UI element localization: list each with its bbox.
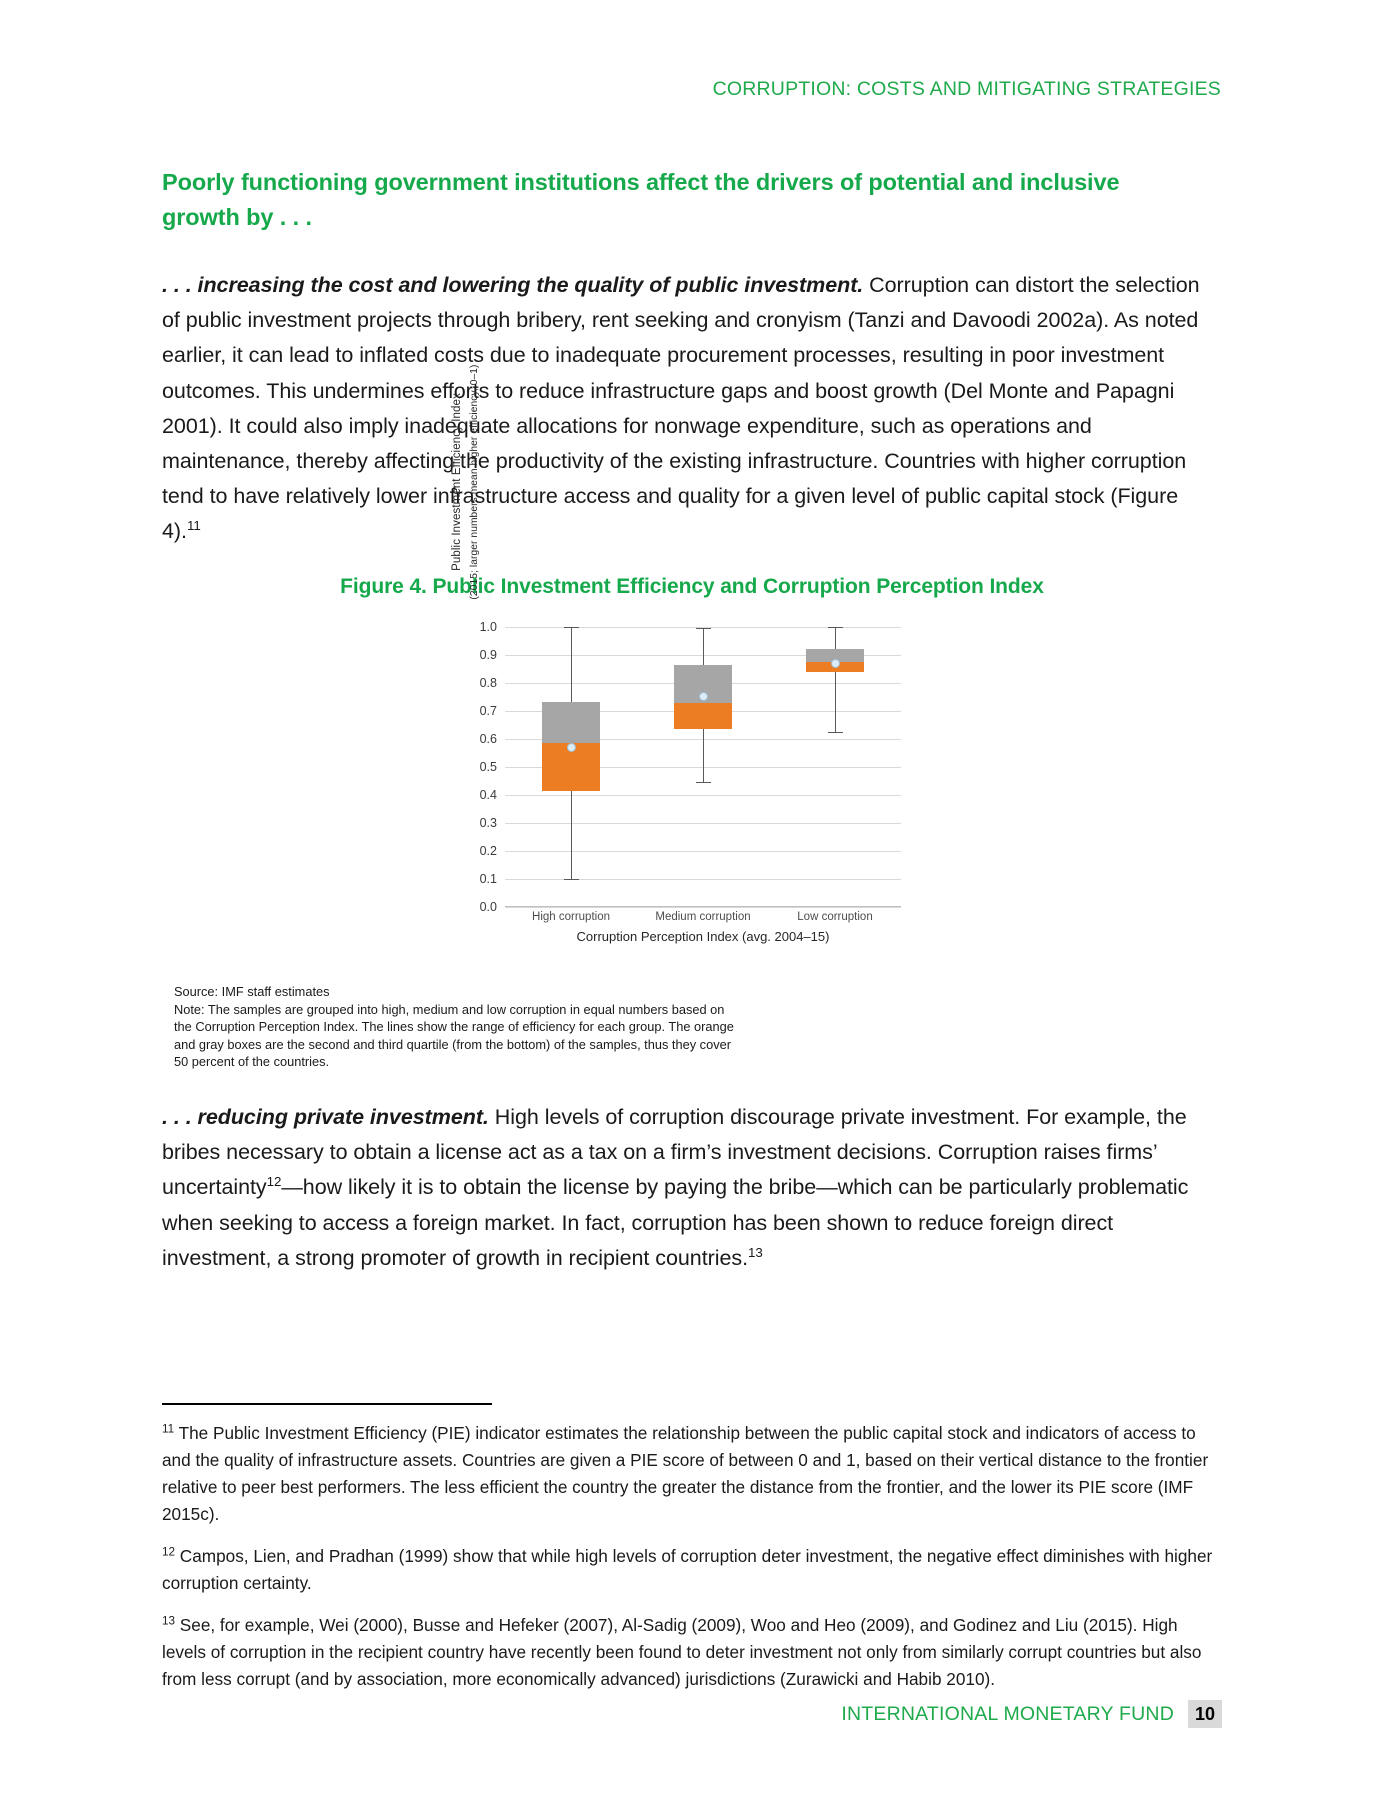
- y-axis-tick-label: 0.3: [479, 816, 497, 830]
- whisker-line: [835, 627, 836, 732]
- second-quartile-box: [674, 703, 732, 728]
- whisker-cap-min: [828, 732, 843, 733]
- footnote-separator: [162, 1403, 492, 1405]
- page-footer: [162, 1700, 1222, 1730]
- footnote-item: [162, 1420, 1222, 1528]
- third-quartile-box: [542, 702, 600, 743]
- y-axis-tick-label: 0.9: [479, 648, 497, 662]
- whisker-cap-min: [696, 782, 711, 783]
- y-axis-title-line1: Public Investment Efficiency Index: [451, 393, 463, 571]
- mean-marker-dot: [699, 692, 708, 701]
- mean-marker-dot: [567, 743, 576, 752]
- footnote-marker: 12: [162, 1545, 176, 1559]
- footnote-marker: 11: [162, 1422, 175, 1436]
- y-axis-tick-label: 0.0: [479, 900, 497, 914]
- footer-organization: INTERNATIONAL MONETARY FUND: [841, 1703, 1174, 1725]
- y-axis-tick-label: 0.6: [479, 732, 497, 746]
- footnote-text: The Public Investment Efficiency (PIE) indicator estimates the relationship between the public capital stock and indicators of access to and the quality of infrastructure assets. Countries are given a PIE score of between 0 and 1, based on their vertical distance to the frontier relative to peer best performers. The less efficient the country the greater the distance from the frontier, and the lower its PIE score (IMF 2015c).: [162, 1423, 1209, 1524]
- paragraph-public-investment: [162, 268, 1222, 550]
- gridline: [505, 795, 901, 796]
- paragraph-lead-in: . . . increasing the cost and lowering the quality of public investment.: [162, 273, 864, 297]
- paragraph-private-investment: [162, 1100, 1222, 1276]
- running-head: CORRUPTION: COSTS AND MITIGATING STRATEGIES: [712, 78, 1221, 100]
- figure-title: Figure 4. Public Investment Efficiency and Corruption Perception Index: [340, 575, 1044, 598]
- mean-marker-dot: [831, 659, 840, 668]
- footnote-ref-12[interactable]: 12: [266, 1174, 282, 1190]
- y-axis-tick-label: 0.8: [479, 676, 497, 690]
- figure-note: Note: The samples are grouped into high, medium and low corruption in equal numbers based on the Corruption Perception Index. The lines show the range of efficiency for each group. The orange and gray boxes are the second and third quartile (from the bottom) of the samples, thus they cover 50 percent of the countries.: [174, 1001, 734, 1069]
- y-axis-tick-label: 0.5: [479, 760, 497, 774]
- whisker-cap-min: [564, 879, 579, 880]
- page-number: 10: [1188, 1700, 1222, 1728]
- footnote-text: Campos, Lien, and Pradhan (1999) show that while high levels of corruption deter investment, the negative effect diminishes with higher corruption certainty.: [162, 1546, 1213, 1593]
- y-axis-tick-label: 0.4: [479, 788, 497, 802]
- figure-notes: [174, 983, 734, 1071]
- gridline: [505, 907, 901, 908]
- footnote-list: [162, 1420, 1222, 1708]
- footnote-item: [162, 1612, 1222, 1693]
- gridline: [505, 823, 901, 824]
- footnote-item: [162, 1543, 1222, 1597]
- x-axis-tick-label: High corruption: [532, 911, 610, 923]
- y-axis-tick-label: 0.1: [479, 872, 497, 886]
- y-axis-title-line2: (2015; larger numbers mean higher efficiency, 0–1): [469, 364, 480, 600]
- paragraph-body-text-2b: —how likely it is to obtain the license by paying the bribe—which can be particularly problematic when seeking to access a foreign market. In fact, corruption has been shown to reduce foreign direct investment, a strong promoter of growth in recipient countries.: [162, 1175, 1189, 1270]
- whisker-cap-max: [828, 627, 843, 628]
- whisker-cap-max: [696, 628, 711, 629]
- y-axis-tick-label: 1.0: [479, 620, 497, 634]
- gridline: [505, 851, 901, 852]
- footnote-ref-13[interactable]: 13: [748, 1244, 763, 1260]
- x-axis-tick-labels: [505, 911, 901, 929]
- paragraph-body-text-2a: High levels of corruption discourage private investment. For example, the bribes necessary to obtain a license act as a tax on a firm’s investment decisions. Corruption raises firms’ uncertainty: [162, 1105, 1187, 1200]
- section-heading: Poorly functioning government institutions affect the drivers of potential and inclusive growth by . . .: [162, 169, 1120, 230]
- footnote-marker: 13: [162, 1614, 176, 1628]
- y-axis-title-sub: [469, 337, 493, 627]
- plot-area: [505, 627, 901, 907]
- footnote-text: See, for example, Wei (2000), Busse and Hefeker (2007), Al-Sadig (2009), Woo and Heo (2009), and Godinez and Liu (2015). High levels of corruption in the recipient country have recently been found to deter investment not only from similarly corrupt countries but also from less corrupt (and by association, more economically advanced) jurisdictions (Zurawicki and Habib 2010).: [162, 1615, 1202, 1689]
- paragraph-lead-in-2: . . . reducing private investment.: [162, 1105, 489, 1129]
- x-axis-tick-label: Low corruption: [797, 911, 873, 923]
- whisker-cap-max: [564, 627, 579, 628]
- footnote-ref-11[interactable]: 11: [186, 518, 201, 534]
- x-axis-title: Corruption Perception Index (avg. 2004–15): [576, 929, 830, 944]
- y-axis-tick-label: 0.7: [479, 704, 497, 718]
- y-axis-tick-label: 0.2: [479, 844, 497, 858]
- paragraph-body-text: Corruption can distort the selection of public investment projects through bribery, rent seeking and cronyism (Tanzi and Davoodi 2002a). As noted earlier, it can lead to inflated costs due to inadequate procurement processes, resulting in poor investment outcomes. This undermines efforts to reduce infrastructure gaps and boost growth (Del Monte and Papagni 2001). It could also imply inadequate allocations for nonwage expenditure, such as operations and maintenance, thereby affecting the productivity of the existing infrastructure. Countries with higher corruption tend to have relatively lower infrastructure access and quality for a given level of public capital stock (Figure 4).: [162, 273, 1200, 544]
- x-axis-tick-label: Medium corruption: [655, 911, 751, 923]
- y-axis-ticks: [457, 620, 501, 914]
- figure-source: Source: IMF staff estimates: [174, 984, 330, 999]
